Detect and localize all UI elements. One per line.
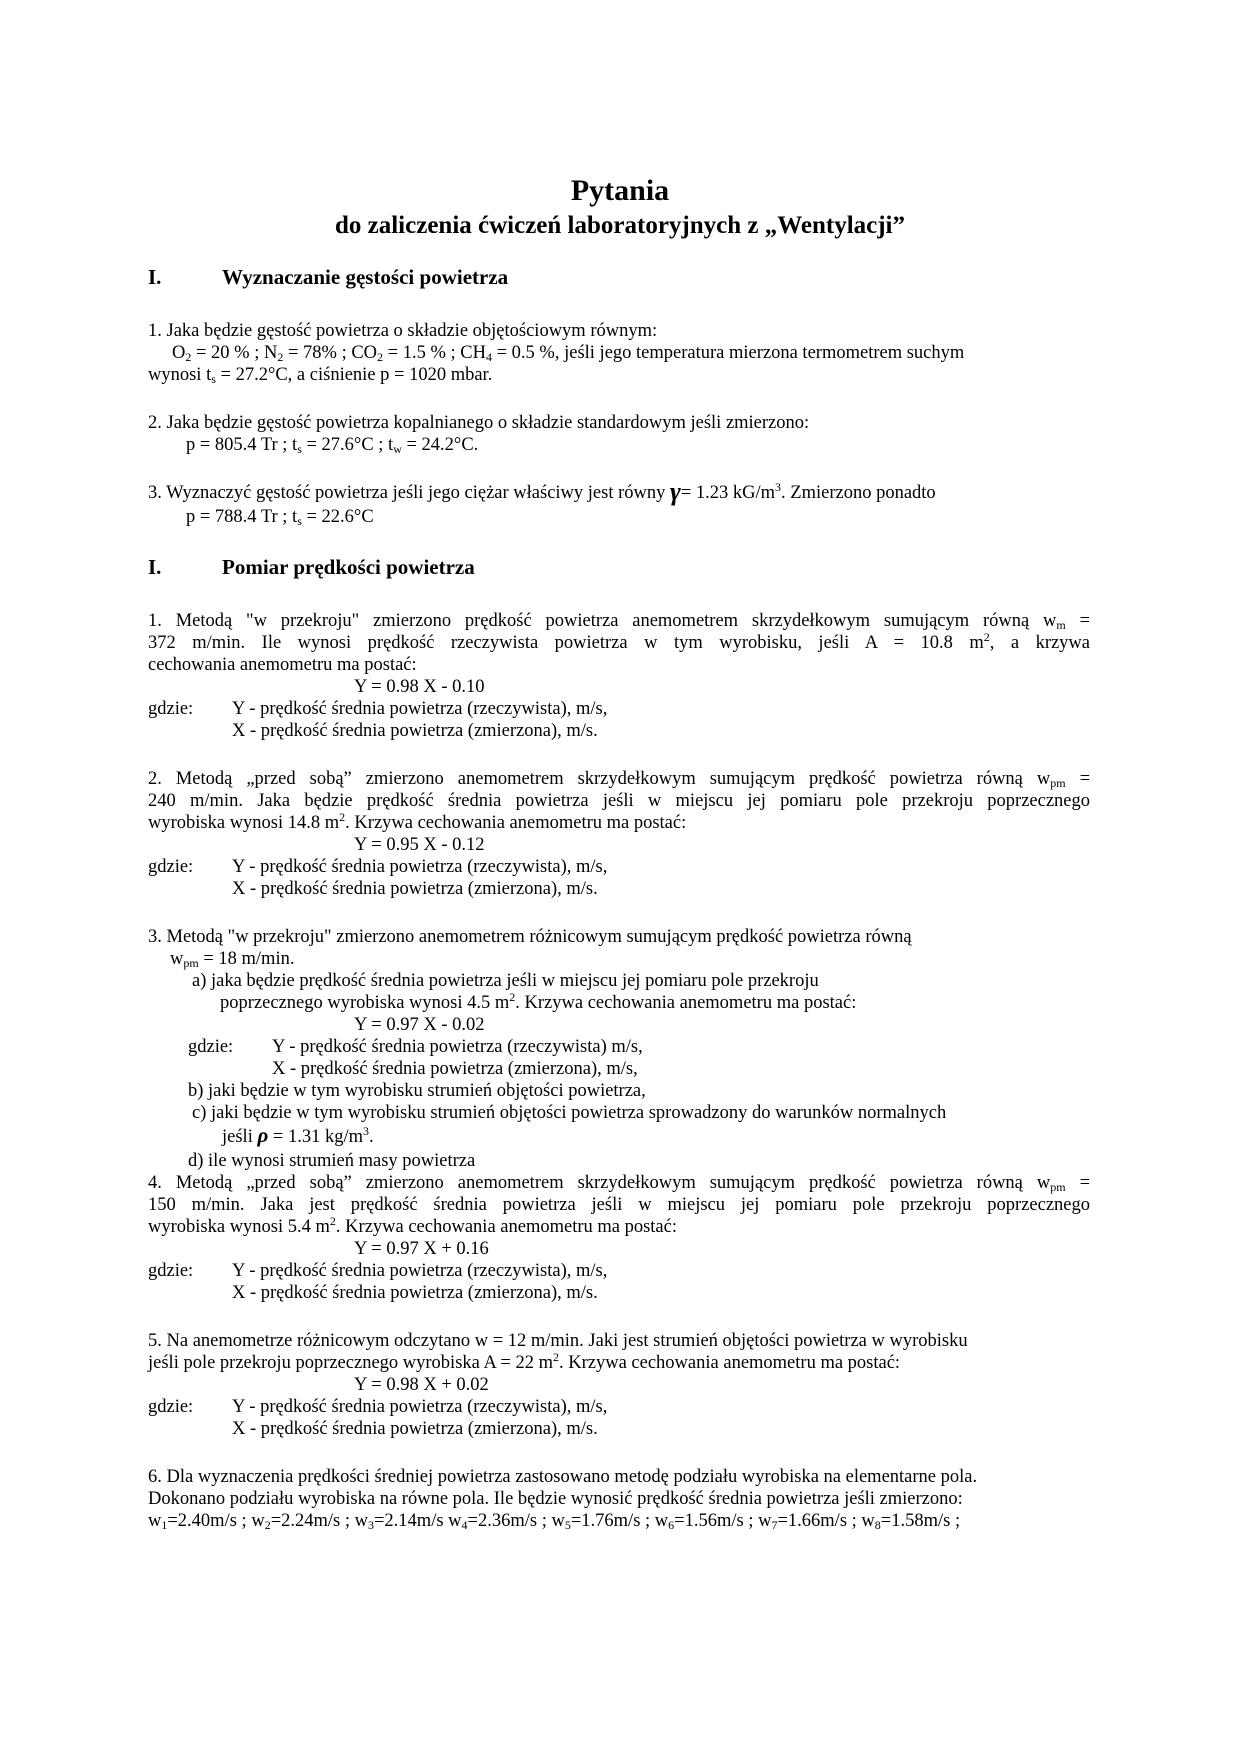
p3-item-c-cont: jeśli ρ = 1.31 $kg/m^3$. [222,1123,374,1147]
gamma-symbol: γ [670,477,681,506]
p1-gdzie: gdzie: [148,699,194,719]
measurement-w8: $w_8=1.58m/s$ ; [861,1511,961,1532]
p1-line1: 1. Metodą "w przekroju" zmierzono prędkość powietrza anemometrem skrzydełkowym sumującym równą $w_m$ = [148,611,1090,632]
rho-symbol: ρ [257,1123,269,1147]
p5-line1: 5. Na anemometrze różnicowym odczytano w = 12 m/min. Jaki jest strumień objętości powietrza w wyrobisku [148,1331,968,1351]
p2-line3: wyrobiska wynosi 14.8 $m^2$. Krzywa cechowania anemometru ma postać: [148,810,687,833]
q2-line1: 2. Jaka będzie gęstość powietrza kopalnianego o składzie standardowym jeśli zmierzono: [148,413,810,433]
q1-line3: wynosi $t_s = 27.2^\circ C$, a ciśnienie p = 1020 mbar. [148,365,493,386]
section-2-heading: Pomiar prędkości powietrza [222,555,475,579]
p3-item-c: c) jaki będzie w tym wyrobisku strumień objętości powietrza sprowadzony do warunków normalnych [192,1103,947,1123]
measurement-w6: $w_6=1.56m/s$ ; [654,1511,759,1532]
p3-x-definition: X - prędkość średnia powietrza (zmierzona), m/s, [272,1059,638,1079]
p6-measurements [148,1510,960,1532]
p5-formula: Y = 0.98 X + 0.02 [354,1375,489,1395]
q1-composition: $O_2 = 20$ % ; $N_2 = 78\%$ ; $CO_2 = 1.5$ % ; $CH_4 = 0.5$ %, jeśli jego temperatura mierzona termometrem suchym [172,343,965,364]
page-title: Pytania [570,174,670,207]
p5-x-definition: X - prędkość średnia powietrza (zmierzona), m/s. [232,1419,598,1439]
p3-item-b: b) jaki będzie w tym wyrobisku strumień objętości powietrza, [188,1081,646,1101]
measurement-w4: $w_4=2.36m/s$ ; [448,1511,552,1532]
p5-gdzie: gdzie: [148,1397,194,1417]
p1-line2: 372 m/min. Ile wynosi prędkość rzeczywista powietrza w tym wyrobisku, jeśli A = 10.8 $m^2$, a krzywa [148,630,1091,653]
p3-line2: $w_{pm} = 18$ m/min. [170,949,295,970]
section-2-number: I. [148,555,162,579]
p2-x-definition: X - prędkość średnia powietrza (zmierzona), m/s. [232,879,598,899]
measurement-w5: $w_5=1.76m/s$ ; [551,1511,655,1532]
p2-gdzie: gdzie: [148,857,194,877]
q3-line2: p = 788.4 Tr ; $t_s = 22.6^\circ C$ [186,507,374,528]
q2-line2: p = 805.4 Tr ; $t_s = 27.6^\circ C$ ; $t_w = 24.2^\circ C$. [186,435,479,456]
q3-line1: 3. Wyznaczyć gęstość powietrza jeśli jego ciężar właściwy jest równy γ= 1.23 $kG/m^3$. Zmierzono ponadto [148,477,936,506]
section-1-number: I. [148,265,162,289]
p4-formula: Y = 0.97 X + 0.16 [354,1239,489,1259]
p3-y-definition: Y - prędkość średnia powietrza (rzeczywista) m/s, [272,1037,643,1057]
p1-x-definition: X - prędkość średnia powietrza (zmierzona), m/s. [232,721,598,741]
p4-y-definition: Y - prędkość średnia powietrza (rzeczywista), m/s, [232,1261,608,1281]
p4-x-definition: X - prędkość średnia powietrza (zmierzona), m/s. [232,1283,598,1303]
page-subtitle: do zaliczenia ćwiczeń laboratoryjnych z „Wentylacji” [334,212,906,239]
p6-line1: 6. Dla wyznaczenia prędkości średniej powietrza zastosowano metodę podziału wyrobiska na elementarne pola. [148,1467,978,1487]
p2-y-definition: Y - prędkość średnia powietrza (rzeczywista), m/s, [232,857,608,877]
p3-gdzie: gdzie: [188,1037,234,1057]
measurement-w3: $w_3=2.14m/s$ [354,1511,449,1532]
p4-gdzie: gdzie: [148,1261,194,1281]
p5-line2: jeśli pole przekroju poprzecznego wyrobiska A = 22 $m^2$. Krzywa cechowania anemometru ma postać: [148,1350,901,1373]
p2-line1: 2. Metodą „przed sobą” zmierzono anemometrem skrzydełkowym sumującym prędkość powietrza równą $w_{pm}$ = [148,769,1091,790]
p3-item-a: a) jaka będzie prędkość średnia powietrza jeśli w miejscu jej pomiaru pole przekroju [192,971,819,991]
p3-line1: 3. Metodą "w przekroju" zmierzono anemometrem różnicowym sumującym prędkość powietrza równą [148,927,912,947]
measurement-w7: $w_7=1.66m/s$ ; [758,1511,862,1532]
p2-formula: Y = 0.95 X - 0.12 [354,835,485,855]
p1-line3: cechowania anemometru ma postać: [148,655,417,675]
q1-line1: 1. Jaka będzie gęstość powietrza o składzie objętościowym równym: [148,321,658,341]
p2-line2: 240 m/min. Jaka będzie prędkość średnia powietrza jeśli w miejscu jej pomiaru pole przekroju poprzecznego [148,791,1090,811]
p3-item-d: d) ile wynosi strumień masy powietrza [188,1151,476,1171]
p1-formula: Y = 0.98 X - 0.10 [354,677,485,697]
p5-y-definition: Y - prędkość średnia powietrza (rzeczywista), m/s, [232,1397,608,1417]
p4-line2: 150 m/min. Jaka jest prędkość średnia powietrza jeśli w miejscu jej pomiaru pole przekroju poprzecznego [148,1195,1090,1215]
p3-formula: Y = 0.97 X - 0.02 [354,1015,485,1035]
section-1-heading: Wyznaczanie gęstości powietrza [222,265,509,289]
p4-line3: wyrobiska wynosi 5.4 $m^2$. Krzywa cechowania anemometru ma postać: [148,1214,677,1237]
p3-item-a-cont: poprzecznego wyrobiska wynosi 4.5 $m^2$. Krzywa cechowania anemometru ma postać: [220,990,857,1013]
p4-line1: 4. Metodą „przed sobą” zmierzono anemometrem skrzydełkowym sumującym prędkość powietrza równą $w_{pm}$ = [148,1173,1091,1194]
p6-line2: Dokonano podziału wyrobiska na równe pola. Ile będzie wynosić prędkość średnia powietrza jeśli zmierzono: [148,1489,963,1509]
measurement-w2: $w_2=2.24m/s$ ; [251,1511,355,1532]
p1-y-definition: Y - prędkość średnia powietrza (rzeczywista), m/s, [232,699,608,719]
measurement-w1: $w_1=2.40m/s$ ; [148,1511,252,1532]
